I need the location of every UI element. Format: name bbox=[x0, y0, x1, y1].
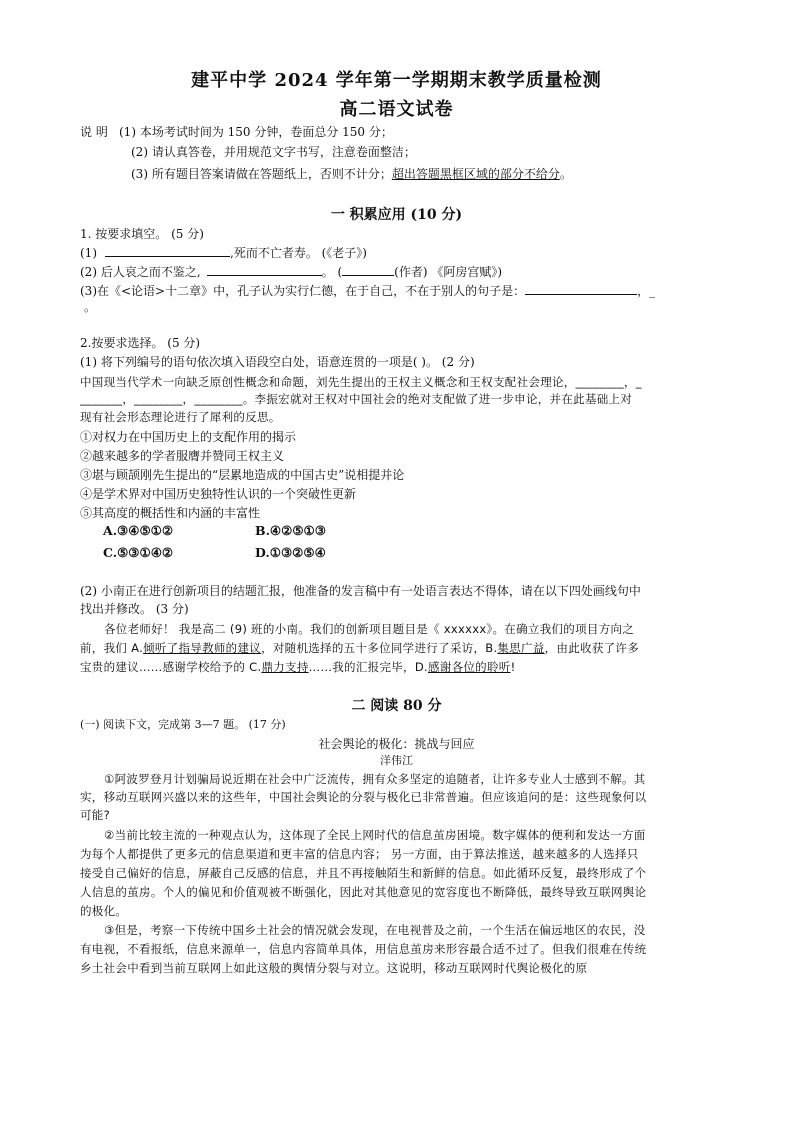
underlined-phrase-a: 倾听了指导教师的建议 bbox=[143, 641, 262, 655]
underlined-phrase-b: 集思广益 bbox=[497, 641, 545, 655]
q1-line-1: (1) ,死而不亡者寿。 (《老子》) bbox=[80, 246, 367, 260]
article-paragraph-line: 的极化。 bbox=[80, 904, 128, 918]
q2-sub1: (1) 将下列编号的语句依次填入语段空白处，语意连贯的一项是( )。 (2 分) bbox=[80, 355, 475, 369]
article-paragraph-line: ③但是，考察一下传统中国乡土社会的情况就会发现，在电视普及之前，一个生活在偏远地区的农民，没 bbox=[104, 923, 646, 937]
q2-item: ②越来越多的学者服膺并赞同王权主义 bbox=[80, 449, 285, 463]
article-paragraph-line: ①阿波罗登月计划骗局说近期在社会中广泛流传，拥有众多坚定的追随者，让许多专业人士感到不解。其 bbox=[104, 772, 646, 786]
answer-blank[interactable] bbox=[207, 263, 322, 276]
article-paragraph-line: 实，移动互联网兴盛以来的这些年，中国社会舆论的分裂与极化已非常普遍。但应该追问的是：这些现象何以 bbox=[80, 790, 647, 804]
q2-passage-line: _______，________，________。李振宏就对王权对中国社会的绝对支配做了进一步申论，并在此基础上对 bbox=[80, 392, 633, 406]
author-blank[interactable] bbox=[342, 263, 394, 276]
article-paragraph-line: 接受自己偏好的信息，屏蔽自己反感的信息，并且不再接触陌生和新鲜的信息。如此循环反复，最终形成了个 bbox=[80, 866, 647, 880]
instructions-label: 说 明 bbox=[80, 125, 108, 139]
underlined-phrase-d: 感谢各位的聆听 bbox=[427, 660, 511, 674]
speech-line: 宝贵的建议……感谢学校给予的 C.鼎力支持……我的汇报完毕，D.感谢各位的聆听! bbox=[80, 660, 516, 674]
option-a[interactable]: A.③④⑤①② bbox=[103, 523, 174, 538]
instruction-3-emphasis: 超出答题黑框区域的部分不给分 bbox=[391, 167, 560, 181]
speech-line: 前，我们 A.倾听了指导教师的建议，对随机选择的五十多位同学进行了采访，B.集思广益，由此收获了许多 bbox=[80, 641, 640, 655]
underlined-phrase-c: 鼎力支持 bbox=[261, 660, 309, 674]
article-author: 洋伟江 bbox=[380, 754, 413, 767]
q1-line-3: (3)在《<论语>十二章》中，孔子认为实行仁德，在于自己，不在于别人的句子是： ，_ bbox=[80, 284, 656, 298]
article-title: 社会舆论的极化：挑战与回应 bbox=[318, 737, 475, 751]
q1-stem: 1. 按要求填空。 (5 分) bbox=[80, 227, 204, 241]
speech-line: 各位老师好！ 我是高二 (9) 班的小南。我们的创新项目题目是《 xxxxxx》。在确立我们的项目方向之 bbox=[104, 622, 635, 636]
instruction-3: (3) 所有题目答案请做在答题纸上，否则不计分；超出答题黑框区域的部分不给分。 bbox=[131, 167, 572, 181]
article-paragraph-line: 有电视，不看报纸，信息来源单一，信息内容简单具体，用信息茧房来形容最合适不过了。但我们很难在传统 bbox=[80, 942, 647, 956]
article-paragraph-line: 可能? bbox=[80, 808, 111, 822]
q2-sub2-line: 找出并修改。 (3 分) bbox=[80, 602, 189, 616]
instruction-2: (2) 请认真答卷，并用规范文字书写，注意卷面整洁； bbox=[131, 145, 416, 159]
article-paragraph-line: 人信息的茧房。个人的偏见和价值观被不断强化，因此对其他意见的宽容度也不断降低，最终导致互联网舆论 bbox=[80, 885, 647, 899]
section-1-heading: 一 积累应用 (10 分) bbox=[330, 207, 463, 223]
q2-item: ④是学术界对中国历史独特性认识的一个突破性更新 bbox=[80, 487, 357, 501]
exam-title: 建平中学 2024 学年第一学期期末教学质量检测 bbox=[191, 70, 602, 91]
q1-line-3-cont: 。 bbox=[84, 300, 97, 314]
q2-item: ⑤其高度的概括性和内涵的丰富性 bbox=[80, 506, 261, 520]
section-2-heading: 二 阅读 80 分 bbox=[351, 698, 442, 714]
option-d[interactable]: D.①③②⑤④ bbox=[255, 545, 326, 560]
q2-passage-line: 中国现当代学术一向缺乏原创性概念和命题，刘先生提出的王权主义概念和王权支配社会理论，________，_ bbox=[80, 375, 642, 389]
article-paragraph-line: ②当前比较主流的一种观点认为，这体现了全民上网时代的信息茧房困境。数字媒体的便利和发达一方面 bbox=[104, 828, 646, 842]
q2-passage-line: 现有社会形态理论进行了犀利的反思。 bbox=[80, 410, 281, 424]
q2-sub2-line: (2) 小南正在进行创新项目的结题汇报，他准备的发言稿中有一处语言表达不得体，请在以下四处画线句中 bbox=[80, 584, 641, 598]
exam-subtitle: 高二语文试卷 bbox=[339, 99, 454, 120]
answer-blank[interactable] bbox=[525, 282, 637, 295]
q2-stem: 2.按要求选择。 (5 分) bbox=[80, 336, 201, 350]
q2-item: ③堪与顾颉刚先生提出的“层累地造成的中国古史”说相提并论 bbox=[80, 468, 405, 482]
article-paragraph-line: 为每个人都提供了更多元的信息渠道和更丰富的信息内容； 另一方面，由于算法推送，越来越多的人选择只 bbox=[80, 847, 639, 861]
answer-blank[interactable] bbox=[105, 244, 230, 257]
instruction-1: (1) 本场考试时间为 150 分钟，卷面总分 150 分； bbox=[119, 125, 393, 139]
article-paragraph-line: 乡土社会中看到当前互联网上如此这般的舆情分裂与对立。这说明，移动互联网时代舆论极化的原 bbox=[80, 961, 588, 975]
part-1-stem: (一) 阅读下文，完成第 3—7 题。 (17 分) bbox=[80, 718, 286, 731]
option-c[interactable]: C.⑤③①④② bbox=[103, 545, 174, 560]
option-b[interactable]: B.④②⑤①③ bbox=[255, 523, 326, 538]
q2-item: ①对权力在中国历史上的支配作用的揭示 bbox=[80, 430, 297, 444]
q1-line-2: (2) 后人哀之而不鉴之, 。 ( (作者) 《阿房宫赋》) bbox=[80, 265, 503, 279]
